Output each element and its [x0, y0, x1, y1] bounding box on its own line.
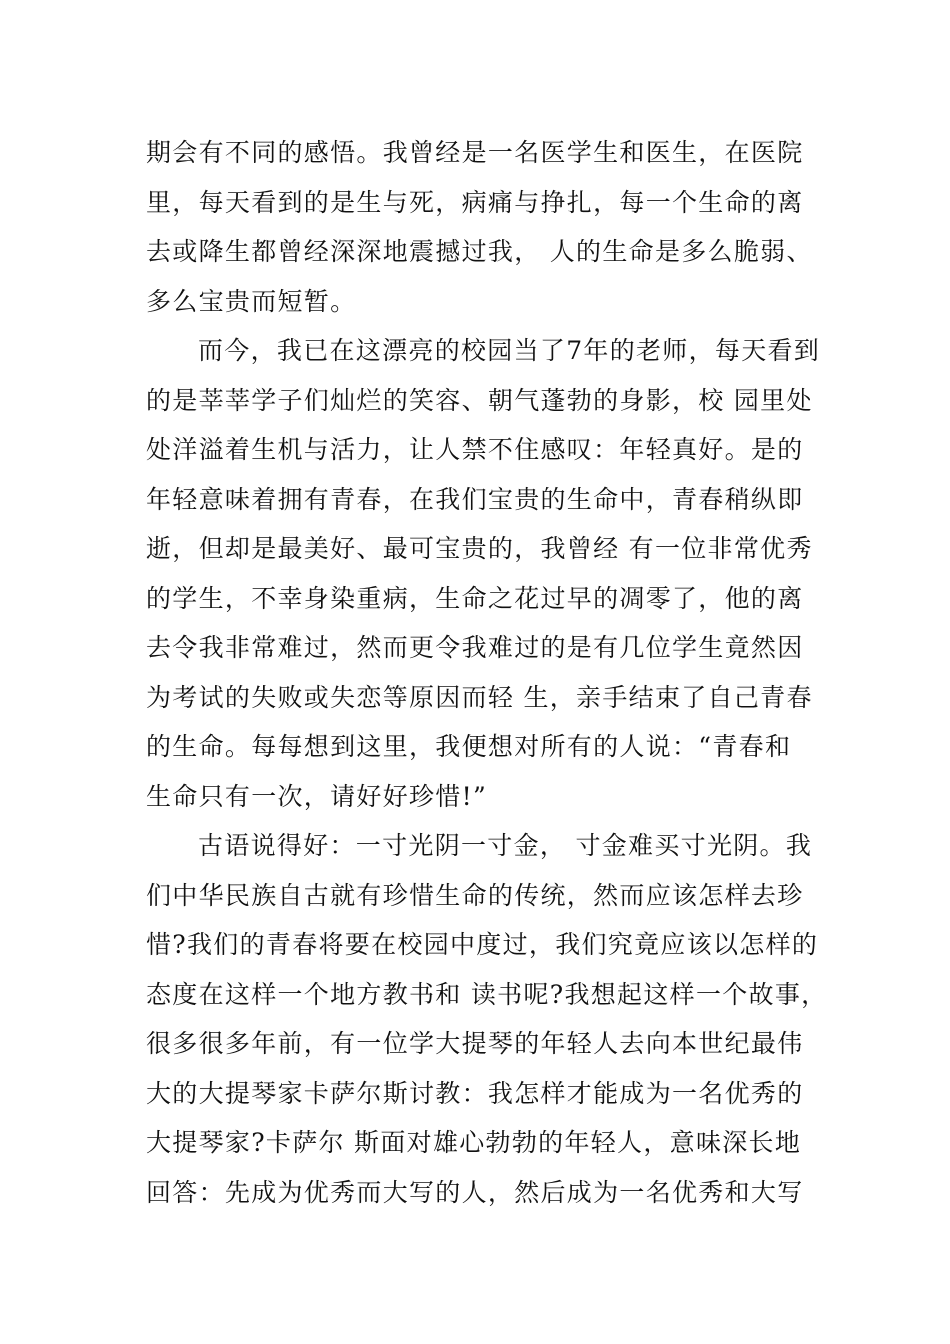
- body-text: [146, 128, 828, 1217]
- text-line: 古语说得好：一寸光阴一寸金， 寸金难买寸光阴。我: [198, 831, 813, 860]
- text-line: 惜?我们的青春将要在校园中度过，我们究竟应该以怎样的: [146, 930, 819, 959]
- text-line: 生命只有一次，请好好珍惜!”: [146, 781, 488, 811]
- text-line: 期会有不同的感悟。我曾经是一名医学生和医生，在医院: [146, 138, 804, 167]
- text-line: 的是莘莘学子们灿烂的笑容、朝气蓬勃的身影，校 园里处: [146, 385, 813, 415]
- text-line: 回答：先成为优秀而大写的人，然后成为一名优秀和大写: [146, 1177, 804, 1207]
- text-line: 处洋溢着生机与活力，让人禁不住感叹：年轻真好。是的: [146, 435, 804, 464]
- text-line: 态度在这样一个地方教书和 读书呢?我想起这样一个故事，: [146, 979, 828, 1009]
- text-line: 年轻意味着拥有青春，在我们宝贵的生命中，青春稍纵即: [146, 484, 804, 514]
- paragraph-1: [146, 128, 816, 326]
- text-line: 大的大提琴家卡萨尔斯讨教：我怎样才能成为一名优秀的: [146, 1078, 804, 1108]
- text-line: 为考试的失败或失恋等原因而轻 生，亲手结束了自己青春: [146, 682, 813, 712]
- text-line: 大提琴家?卡萨尔 斯面对雄心勃勃的年轻人，意味深长地: [146, 1128, 802, 1157]
- text-line: 去或降生都曾经深深地震撼过我， 人的生命是多么脆弱、: [146, 237, 813, 266]
- paragraph-2: [146, 326, 821, 821]
- text-line: 而今，我已在这漂亮的校园当了7年的老师，每天看到: [198, 336, 821, 365]
- text-line: 多么宝贵而短暂。: [146, 286, 357, 316]
- text-line: 们中华民族自古就有珍惜生命的传统，然而应该怎样去珍: [146, 880, 804, 910]
- text-line: 很多很多年前，有一位学大提琴的年轻人去向本世纪最伟: [146, 1029, 804, 1058]
- text-line: 逝，但却是最美好、最可宝贵的，我曾经 有一位非常优秀: [146, 534, 813, 563]
- paragraph-3: [146, 821, 828, 1217]
- text-line: 的生命。每每想到这里，我便想对所有的人说：“青春和: [146, 732, 792, 761]
- text-line: 的学生，不幸身染重病，生命之花过早的凋零了，他的离: [146, 583, 804, 613]
- text-line: 去令我非常难过，然而更令我难过的是有几位学生竟然因: [146, 633, 804, 662]
- text-line: 里，每天看到的是生与死，病痛与挣扎，每一个生命的离: [146, 187, 804, 217]
